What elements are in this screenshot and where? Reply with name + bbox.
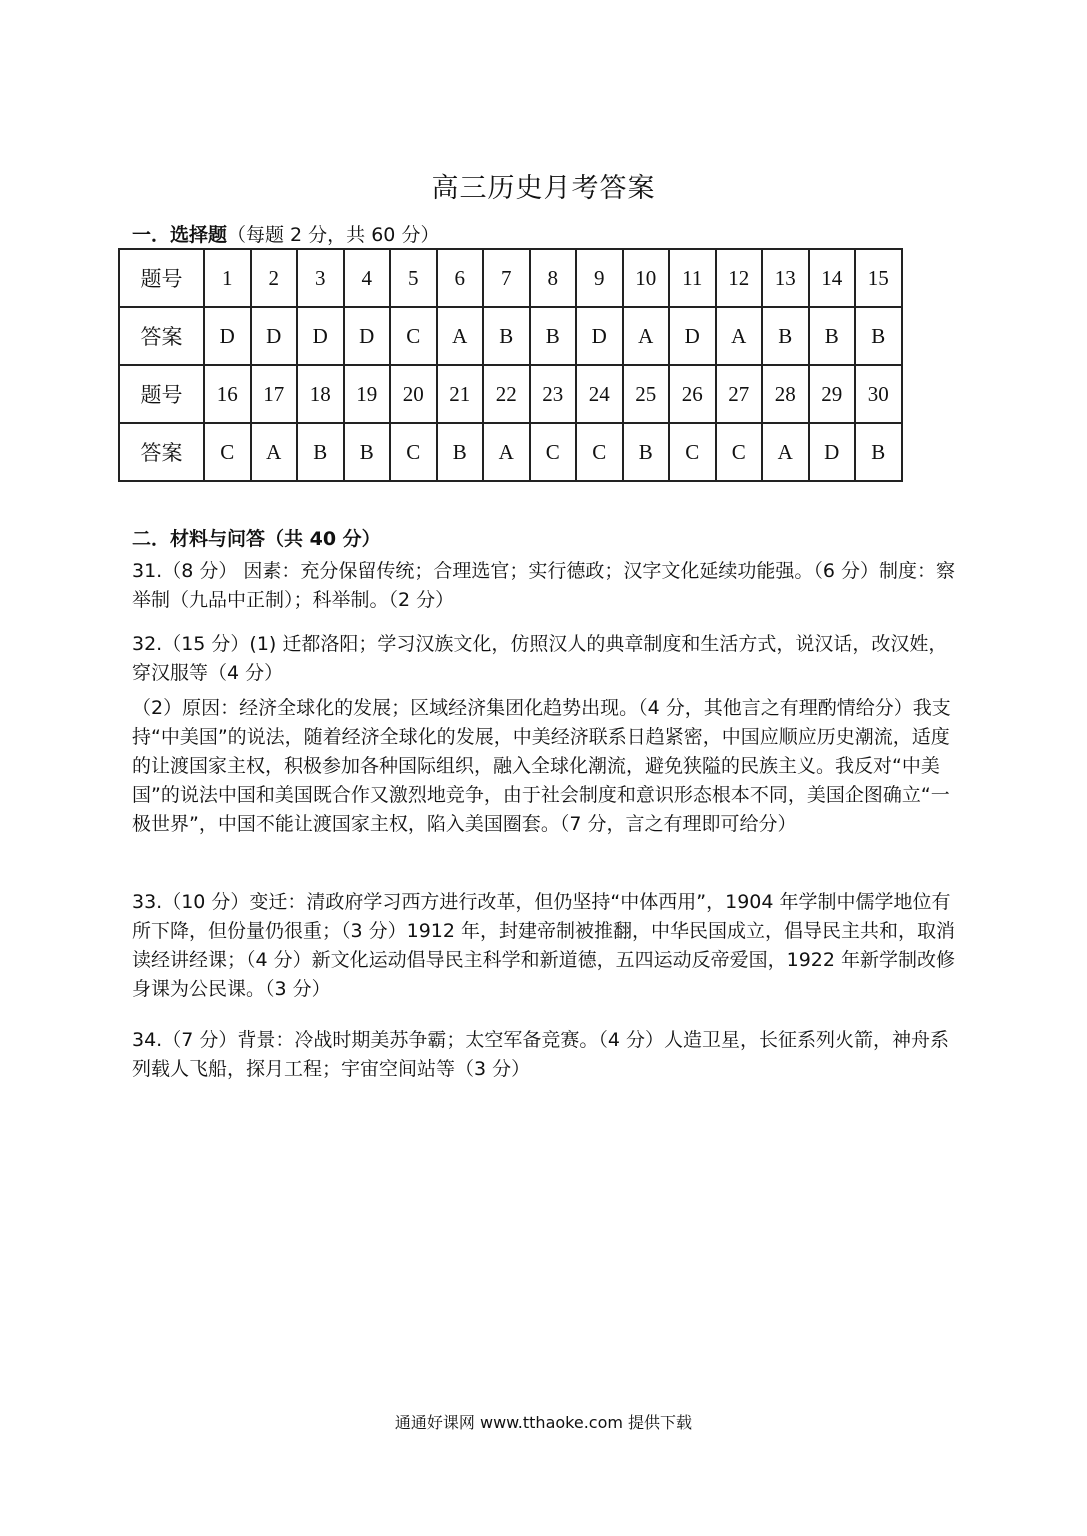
table-cell: 25	[623, 365, 670, 423]
table-cell: 21	[437, 365, 484, 423]
table-cell: 15	[855, 249, 902, 307]
table-cell: D	[669, 307, 716, 365]
table-cell: 19	[344, 365, 391, 423]
table-row	[119, 365, 902, 423]
table-cell: B	[809, 307, 856, 365]
table-cell: 26	[669, 365, 716, 423]
row-header: 题号	[119, 365, 204, 423]
table-cell: 27	[716, 365, 763, 423]
table-cell: B	[762, 307, 809, 365]
section-2-heading: 二．材料与问答（共 40 分）	[132, 528, 381, 550]
table-cell: 6	[437, 249, 484, 307]
row-header: 题号	[119, 249, 204, 307]
table-cell: B	[297, 423, 344, 481]
row-header: 答案	[119, 307, 204, 365]
table-cell: 24	[576, 365, 623, 423]
table-cell: 8	[530, 249, 577, 307]
table-cell: B	[855, 423, 902, 481]
table-cell: 22	[483, 365, 530, 423]
table-cell: C	[390, 307, 437, 365]
table-cell: A	[716, 307, 763, 365]
table-cell: 2	[251, 249, 298, 307]
table-cell: B	[437, 423, 484, 481]
answer-32-part1: 32.（15 分）(1) 迁都洛阳；学习汉族文化，仿照汉人的典章制度和生活方式，说汉话，改汉姓，穿汉服等（4 分）	[132, 633, 948, 684]
answer-32-part2: （2）原因：经济全球化的发展；区域经济集团化趋势出现。（4 分，其他言之有理酌情给分）我支持“中美国”的说法，随着经济全球化的发展，中美经济联系日趋紧密，中国应顺应历史潮流，适度的让渡国家主权，积极参加各种国际组织，融入全球化潮流，避免狭隘的民族主义。我反对“中美国”的说法中国和美国既合作又激烈地竞争，由于社会制度和意识形态根本不同，美国企图确立“一极世界”，中国不能让渡国家主权，陷入美国圈套。（7 分，言之有理即可给分）	[132, 697, 951, 835]
table-row	[119, 307, 902, 365]
table-cell: 14	[809, 249, 856, 307]
answer-33: 33.（10 分）变迁：清政府学习西方进行改革，但仍坚持“中体西用”，1904 年学制中儒学地位有所下降，但份量仍很重；（3 分）1912 年，封建帝制被推翻，中华民国成立，倡导民主共和，取消读经讲经课；（4 分）新文化运动倡导民主科学和新道德，五四运动反帝爱国，1922 年新学制改修身课为公民课。（3 分）	[132, 891, 956, 1000]
table-cell: D	[251, 307, 298, 365]
table-cell: C	[204, 423, 251, 481]
row-header: 答案	[119, 423, 204, 481]
table-cell: B	[344, 423, 391, 481]
table-cell: A	[623, 307, 670, 365]
table-cell: 9	[576, 249, 623, 307]
table-cell: C	[669, 423, 716, 481]
footer-credit: 通通好课网 www.tthaoke.com 提供下载	[394, 1413, 693, 1432]
table-cell: 3	[297, 249, 344, 307]
section-1-note: （每题 2 分，共 60 分）	[227, 224, 440, 246]
table-cell: 1	[204, 249, 251, 307]
answer-34: 34.（7 分）背景：冷战时期美苏争霸；太空军备竞赛。（4 分）人造卫星，长征系列火箭，神舟系列载人飞船，探月工程；宇宙空间站等（3 分）	[132, 1029, 949, 1080]
table-cell: C	[390, 423, 437, 481]
section-1-label: 一．选择题	[132, 224, 228, 246]
table-cell: B	[530, 307, 577, 365]
table-cell: 7	[483, 249, 530, 307]
section-1-heading	[132, 220, 439, 247]
table-cell: A	[762, 423, 809, 481]
table-cell: 29	[809, 365, 856, 423]
table-cell: B	[855, 307, 902, 365]
table-cell: 11	[669, 249, 716, 307]
table-cell: B	[483, 307, 530, 365]
answer-31: 31.（8 分） 因素：充分保留传统；合理选官；实行德政；汉字文化延续功能强。（6 分）制度：察举制（九品中正制）；科举制。（2 分）	[132, 560, 956, 611]
table-cell: C	[716, 423, 763, 481]
table-cell: B	[623, 423, 670, 481]
table-cell: D	[576, 307, 623, 365]
table-cell: C	[530, 423, 577, 481]
table-cell: D	[809, 423, 856, 481]
table-cell: 18	[297, 365, 344, 423]
table-cell: 30	[855, 365, 902, 423]
table-cell: D	[344, 307, 391, 365]
answer-table	[118, 248, 903, 482]
table-cell: A	[251, 423, 298, 481]
table-cell: 10	[623, 249, 670, 307]
table-cell: 28	[762, 365, 809, 423]
table-cell: 4	[344, 249, 391, 307]
table-cell: C	[576, 423, 623, 481]
table-row	[119, 249, 902, 307]
table-cell: 20	[390, 365, 437, 423]
table-cell: D	[297, 307, 344, 365]
table-cell: 5	[390, 249, 437, 307]
page-title: 高三历史月考答案	[431, 173, 656, 204]
table-cell: 23	[530, 365, 577, 423]
table-cell: D	[204, 307, 251, 365]
table-cell: 13	[762, 249, 809, 307]
table-row	[119, 423, 902, 481]
table-cell: A	[437, 307, 484, 365]
table-cell: 16	[204, 365, 251, 423]
table-cell: A	[483, 423, 530, 481]
table-cell: 12	[716, 249, 763, 307]
table-cell: 17	[251, 365, 298, 423]
